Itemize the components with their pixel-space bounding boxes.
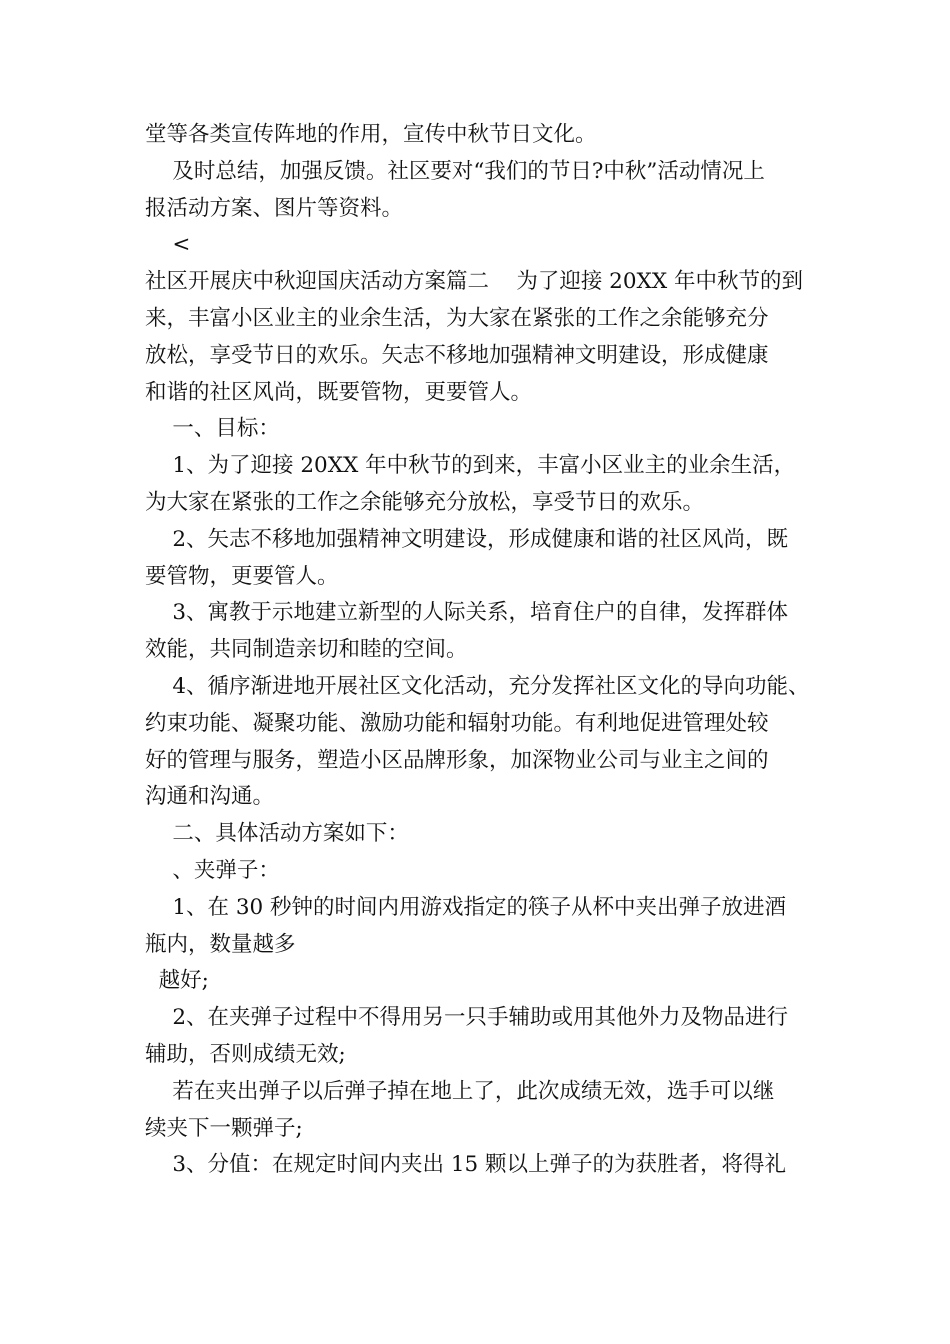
text-line: 3、分值：在规定时间内夹出 15 颗以上弹子的为获胜者，将得礼: [145, 1152, 787, 1178]
text-line: 社区开展庆中秋迎国庆活动方案篇二 为了迎接 20XX 年中秋节的到: [145, 269, 803, 295]
text-line: 辅助，否则成绩无效;: [145, 1041, 346, 1067]
text-line: 要管物，更要管人。: [145, 563, 339, 589]
text-line: 为大家在紧张的工作之余能够充分放松，享受节日的欢乐。: [145, 489, 705, 515]
text-line: 2、矢志不移地加强精神文明建设，形成健康和谐的社区风尚，既: [145, 526, 789, 552]
text-line: 3、寓教于示地建立新型的人际关系，培育住户的自律，发挥群体: [145, 600, 789, 626]
text-line: 、夹弹子：: [145, 857, 280, 883]
text-line: 1、在 30 秒钟的时间内用游戏指定的筷子从杯中夹出弹子放进酒: [145, 894, 787, 920]
text-line: 续夹下一颗弹子;: [145, 1115, 303, 1141]
text-line: <: [145, 232, 191, 258]
text-line: 越好;: [145, 968, 209, 994]
text-line: 及时总结，加强反馈。社区要对“我们的节日?中秋”活动情况上: [145, 158, 765, 184]
text-line: 一、目标：: [145, 416, 280, 442]
text-line: 4、循序渐进地开展社区文化活动，充分发挥社区文化的导向功能、: [145, 673, 810, 699]
document-body: [145, 117, 815, 1184]
text-line: 2、在夹弹子过程中不得用另一只手辅助或用其他外力及物品进行: [145, 1005, 789, 1031]
text-line: 堂等各类宣传阵地的作用，宣传中秋节日文化。: [145, 122, 597, 147]
text-line: 1、为了迎接 20XX 年中秋节的到来，丰富小区业主的业余生活，: [145, 453, 796, 479]
text-line: 放松，享受节日的欢乐。矢志不移地加强精神文明建设，形成健康: [145, 342, 769, 368]
text-line: 沟通和沟通。: [145, 784, 275, 810]
text-line: 报活动方案、图片等资料。: [145, 195, 404, 221]
text-line: 二、具体活动方案如下：: [145, 821, 409, 847]
text-line: 好的管理与服务，塑造小区品牌形象，加深物业公司与业主之间的: [145, 747, 769, 773]
text-line: 若在夹出弹子以后弹子掉在地上了，此次成绩无效，选手可以继: [145, 1078, 775, 1104]
text-line: 约束功能、凝聚功能、激励功能和辐射功能。有利地促进管理处较: [145, 710, 769, 736]
text-line: 来，丰富小区业主的业余生活，为大家在紧张的工作之余能够充分: [145, 305, 769, 331]
text-line: 瓶内，数量越多: [145, 931, 296, 957]
text-line: 和谐的社区风尚，既要管物，更要管人。: [145, 379, 533, 405]
text-line: 效能，共同制造亲切和睦的空间。: [145, 637, 468, 663]
